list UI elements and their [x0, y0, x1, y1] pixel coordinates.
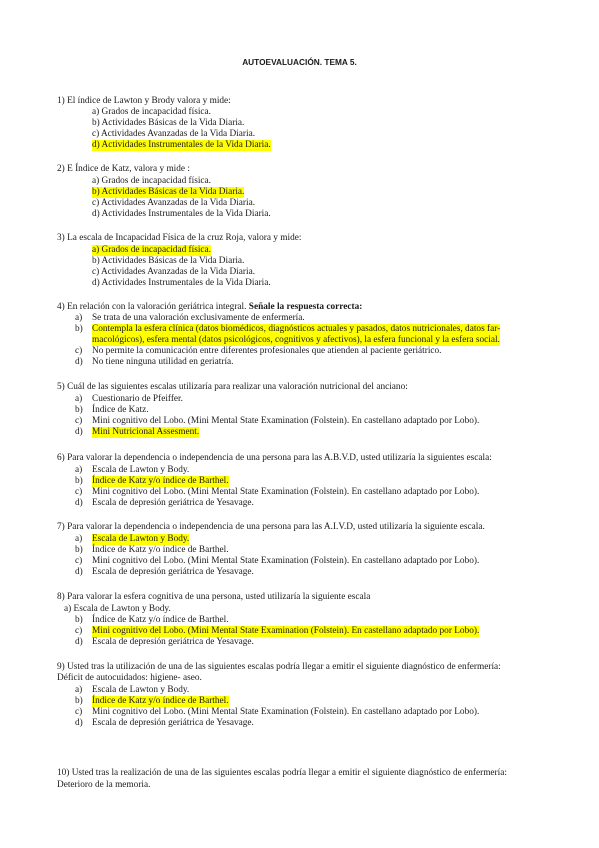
q7-option-d-text: Escala de depresión geriátrica de Yesavage.: [92, 567, 254, 577]
q4-stem-instruction: Señale la respuesta correcta:: [248, 302, 363, 312]
q9-letter-b: b): [75, 696, 83, 706]
q7-option-b-text: Índice de Katz y/o índice de Barthel.: [92, 545, 229, 555]
q1-stem: 1) El índice de Lawton y Brody valora y mide:: [57, 96, 231, 106]
q5-option-d-highlighted: Mini Nutricional Assesment.: [92, 427, 200, 437]
q8-option-d-text: Escala de depresión geriátrica de Yesavage.: [92, 637, 254, 647]
q9-option-c: [75, 707, 565, 718]
q4-option-b: [75, 324, 545, 335]
q5-option-b-text: Índice de Katz.: [92, 405, 149, 415]
q8-letter-b: b): [75, 615, 83, 625]
q4-letter-c: c): [75, 346, 83, 356]
q6-letter-d: d): [75, 498, 83, 508]
q6-option-b-highlighted: Índice de Katz y/o índice de Barthel.: [92, 476, 229, 486]
q9-letter-d: d): [75, 718, 83, 728]
q4-option-b-continued: [75, 335, 545, 346]
q6-option-c-text: Mini cognitivo del Lobo. (Mini Mental State Examination (Folstein). En castellano adaptado por Lobo).: [92, 487, 480, 497]
q7-option-c: [75, 556, 565, 567]
q9-stem-diagnosis: Déficit de autocuidados: higiene- aseo.: [57, 673, 202, 683]
q4-stem: [57, 302, 362, 313]
q5-option-d: [75, 427, 565, 438]
q5-option-a: [75, 394, 565, 405]
q5-letter-d: d): [75, 427, 83, 437]
q6-option-d-text: Escala de depresión geriátrica de Yesavage.: [92, 498, 254, 508]
q6-stem: 6) Para valorar la dependencia o independencia de una persona para las A.B.V.D, usted utilizaría la siguientes escala:: [57, 453, 492, 463]
q6-option-d: [75, 498, 565, 509]
q4-option-b-line1-highlighted: Contempla la esfera clínica (datos biomédicos, diagnósticos actuales y pasados, datos nutricionales, datos far-: [92, 324, 501, 334]
q7-letter-c: c): [75, 556, 83, 566]
q7-letter-d: d): [75, 567, 83, 577]
q8-letter-c: c): [75, 626, 83, 636]
q5-letter-b: b): [75, 405, 83, 415]
page-title: AUTOEVALUACIÓN. TEMA 5.: [242, 57, 357, 67]
q6-option-b: [75, 476, 565, 487]
q2-option-c: c) Actividades Avanzadas de la Vida Diaria.: [92, 198, 256, 208]
q4-letter-b: b): [75, 324, 83, 334]
q5-option-c: [75, 416, 565, 427]
q8-letter-d: d): [75, 637, 83, 647]
q3-option-d: d) Actividades Instrumentales de la Vida Diaria.: [92, 278, 271, 288]
q4-option-b-line2-highlighted: macológicos), esfera mental (datos psicológicos, cognitivos y afectivos), la esfera funcional y la esfera social.: [92, 335, 500, 345]
q5-letter-a: a): [75, 394, 83, 404]
q4-option-a: [75, 313, 565, 324]
q1-option-c: c) Actividades Avanzadas de la Vida Diaria.: [92, 129, 256, 139]
q6-option-c: [75, 487, 565, 498]
q8-option-d: [75, 637, 565, 648]
q3-option-a-highlighted: a) Grados de incapacidad física.: [92, 245, 211, 255]
q7-option-a: [75, 534, 565, 545]
q2-option-d: d) Actividades Instrumentales de la Vida Diaria.: [92, 209, 271, 219]
q9-option-c-text: Mini cognitivo del Lobo. (Mini Mental State Examination (Folstein). En castellano adaptado por Lobo).: [92, 707, 480, 717]
q4-letter-d: d): [75, 357, 83, 367]
q2-option-a: a) Grados de incapacidad física.: [92, 176, 211, 186]
q5-option-c-text: Mini cognitivo del Lobo. (Mini Mental State Examination (Folstein). En castellano adaptado por Lobo).: [92, 416, 480, 426]
q4-option-d-text: No tiene ninguna utilidad en geriatría.: [92, 357, 234, 367]
q3-option-c: c) Actividades Avanzadas de la Vida Diaria.: [92, 267, 256, 277]
q4-letter-a: a): [75, 313, 83, 323]
q1-option-b: b) Actividades Básicas de la Vida Diaria.: [92, 118, 245, 128]
q10-stem: 10) Usted tras la realización de una de las siguientes escalas podría llegar a emitir el siguiente diagnóstico de enfermería:: [57, 768, 507, 778]
q5-letter-c: c): [75, 416, 83, 426]
q9-option-a-text: Escala de Lawton y Body.: [92, 685, 190, 695]
q6-option-a-text: Escala de Lawton y Body.: [92, 465, 190, 475]
q8-option-c: [75, 626, 565, 637]
q7-letter-b: b): [75, 545, 83, 555]
q4-option-c-text: No permite la comunicación entre diferentes profesionales que atienden al paciente geriátrico.: [92, 346, 442, 356]
q2-option-b-highlighted: b) Actividades Básicas de la Vida Diaria.: [92, 187, 245, 197]
q9-option-a: [75, 685, 565, 696]
q7-option-a-highlighted: Escala de Lawton y Body.: [92, 534, 190, 544]
q3-stem: 3) La escala de Incapacidad Física de la cruz Roja, valora y mide:: [57, 233, 302, 243]
q7-option-b: [75, 545, 565, 556]
q7-option-d: [75, 567, 565, 578]
q9-letter-a: a): [75, 685, 83, 695]
q5-option-a-text: Cuestionario de Pfeiffer.: [92, 394, 183, 404]
q9-option-b-highlighted: Índice de Katz y/o índice de Barthel.: [92, 696, 229, 706]
q9-stem: 9) Usted tras la utilización de una de las siguientes escalas podría llegar a emitir el siguiente diagnóstico de enfermería:: [57, 662, 501, 672]
q8-option-c-highlighted: Mini cognitivo del Lobo. (Mini Mental State Examination (Folstein). En castellano adaptado por Lobo).: [92, 626, 480, 636]
q4-option-d: [75, 357, 565, 368]
q9-option-d: [75, 718, 565, 729]
q9-option-d-text: Escala de depresión geriátrica de Yesavage.: [92, 718, 254, 728]
q9-letter-c: c): [75, 707, 83, 717]
q5-option-b: [75, 405, 565, 416]
q6-letter-b: b): [75, 476, 83, 486]
q7-letter-a: a): [75, 534, 83, 544]
q8-option-b: [75, 615, 565, 626]
q9-option-b: [75, 696, 565, 707]
q4-option-c: [75, 346, 565, 357]
q6-option-a: [75, 465, 565, 476]
q7-option-c-text: Mini cognitivo del Lobo. (Mini Mental State Examination (Folstein). En castellano adaptado por Lobo).: [92, 556, 480, 566]
q8-option-a: a) Escala de Lawton y Body.: [64, 604, 171, 614]
q8-option-b-text: Índice de Katz y/o índice de Barthel.: [92, 615, 229, 625]
q5-stem: 5) Cuál de las siguientes escalas utilizaría para realizar una valoración nutricional del anciano:: [57, 382, 408, 392]
q10-stem-diagnosis: Deterioro de la memoria.: [57, 780, 151, 790]
q2-stem: 2) E Índice de Katz, valora y mide :: [57, 164, 190, 174]
q1-option-a: a) Grados de incapacidad física.: [92, 107, 211, 117]
q6-letter-a: a): [75, 465, 83, 475]
q4-option-a-text: Se trata de una valoración exclusivamente de enfermería.: [92, 313, 305, 323]
q7-stem: 7) Para valorar la dependencia o independencia de una persona para las A.I.V.D, usted utilizaría la siguiente escala.: [57, 522, 485, 532]
q4-stem-text: 4) En relación con la valoración geriátrica integral.: [57, 302, 247, 312]
q3-option-b: b) Actividades Básicas de la Vida Diaria.: [92, 256, 245, 266]
q1-option-d-highlighted: d) Actividades Instrumentales de la Vida Diaria.: [92, 140, 271, 150]
q6-letter-c: c): [75, 487, 83, 497]
q8-stem: 8) Para valorar la esfera cognitiva de una persona, usted utilizaría la siguiente escala: [57, 592, 371, 602]
